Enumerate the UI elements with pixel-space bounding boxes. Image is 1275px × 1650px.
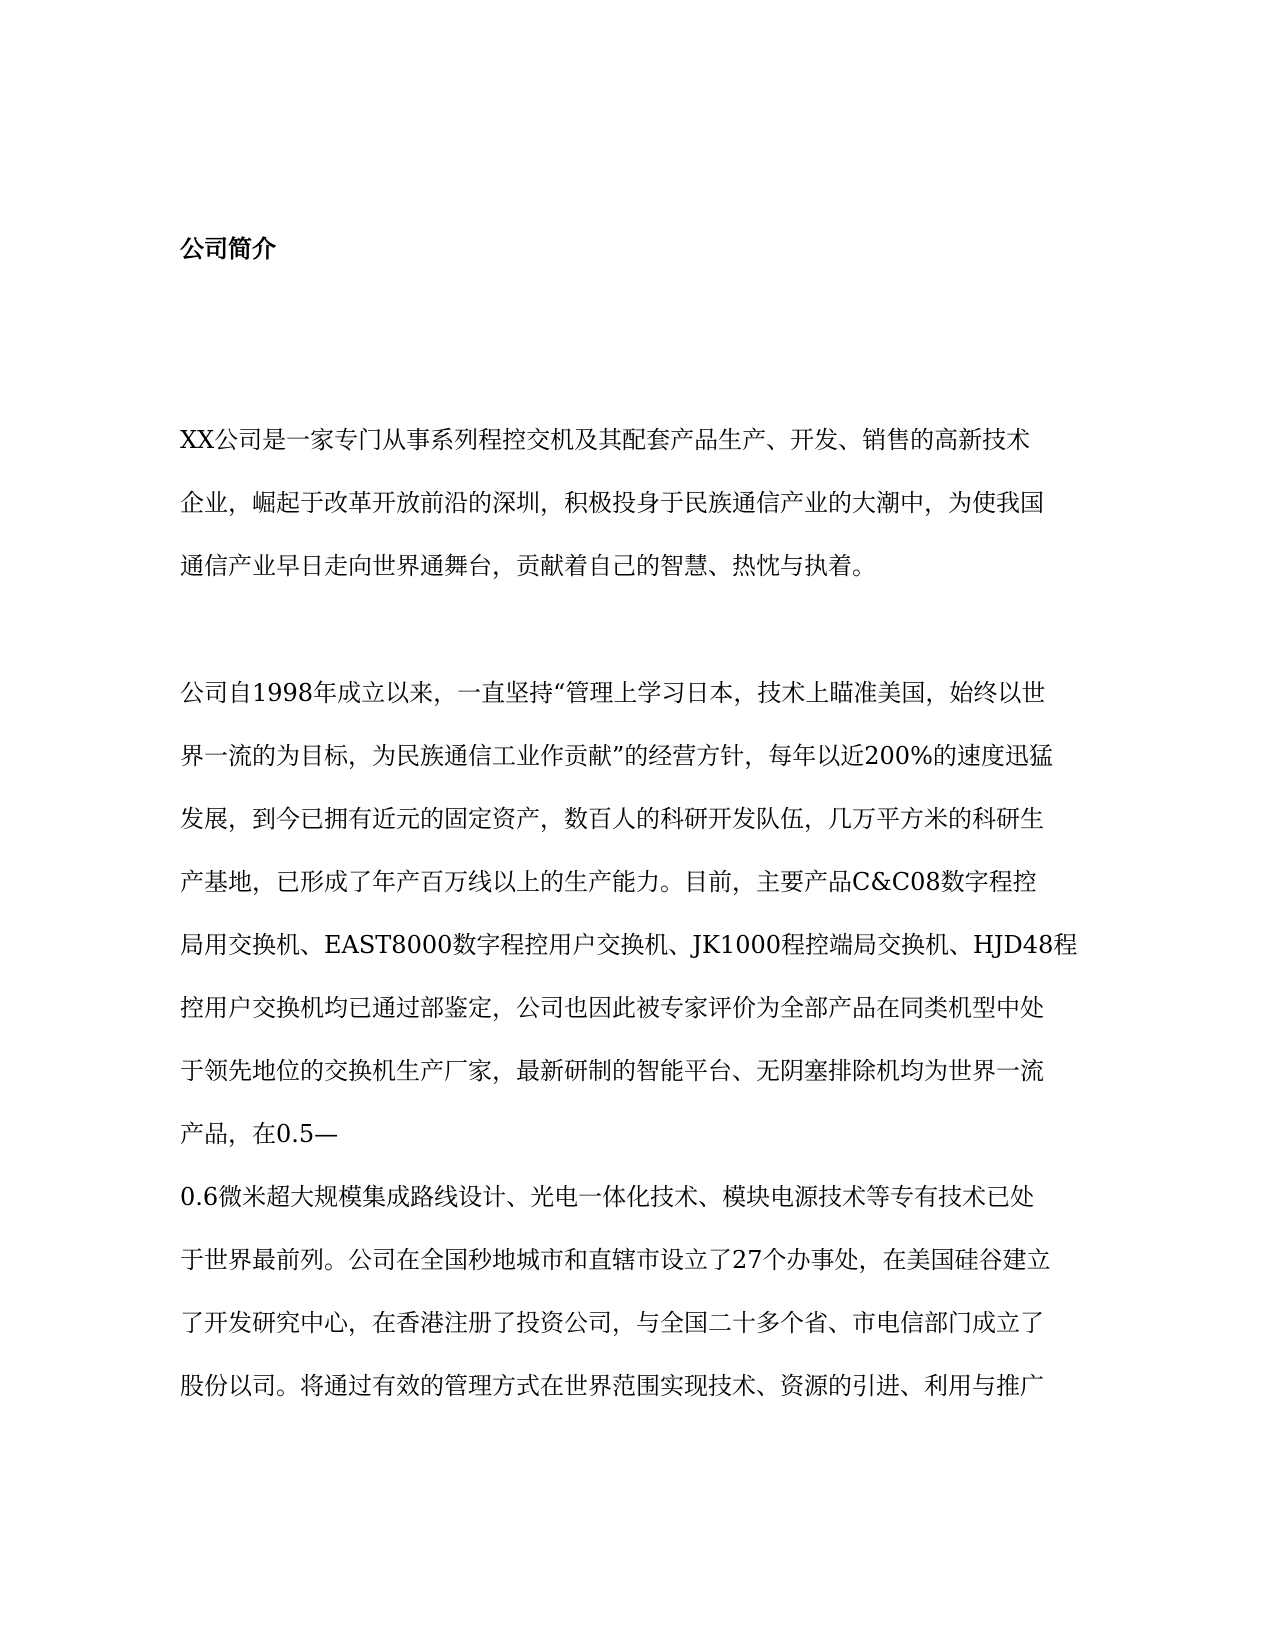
paragraph-line: 发展，到今已拥有近元的固定资产，数百人的科研开发队伍，几万平方米的科研生 [180,805,1044,833]
paragraph-line: 0.6微米超大规模集成路线设计、光电一体化技术、模块电源技术等专有技术已处 [180,1183,1035,1211]
paragraph-line: 于世界最前列。公司在全国秒地城市和直辖市设立了27个办事处，在美国硅谷建立 [180,1246,1051,1274]
document-title: 公司简介 [180,235,276,263]
paragraph-line: 通信产业早日走向世界通舞台，贡献着自己的智慧、热忱与执着。 [180,552,876,580]
paragraph-line: 局用交换机、EAST8000数字程控用户交换机、JK1000程控端局交换机、HJD48程 [180,931,1078,959]
paragraph-line: 产基地，已形成了年产百万线以上的生产能力。目前，主要产品C&C08数字程控 [180,868,1037,896]
paragraph-line: XX公司是一家专门从事系列程控交机及其配套产品生产、开发、销售的高新技术 [180,426,1031,454]
paragraph-line: 产品，在0.5— [180,1120,339,1148]
paragraph-line: 控用户交换机均已通过部鉴定，公司也因此被专家评价为全部产品在同类机型中处 [180,994,1044,1022]
paragraph-line: 股份以司。将通过有效的管理方式在世界范围实现技术、资源的引进、利用与推广 [180,1372,1044,1400]
paragraph-line: 于领先地位的交换机生产厂家，最新研制的智能平台、无阴塞排除机均为世界一流 [180,1057,1044,1085]
paragraph-line: 了开发研究中心，在香港注册了投资公司，与全国二十多个省、市电信部门成立了 [180,1309,1044,1337]
paragraph-line: 公司自1998年成立以来，一直坚持“管理上学习日本，技术上瞄准美国，始终以世 [180,679,1046,707]
paragraph-line: 界一流的为目标，为民族通信工业作贡献”的经营方针，每年以近200%的速度迅猛 [180,742,1053,770]
paragraph-line: 企业，崛起于改革开放前沿的深圳，积极投身于民族通信产业的大潮中，为使我国 [180,489,1044,517]
